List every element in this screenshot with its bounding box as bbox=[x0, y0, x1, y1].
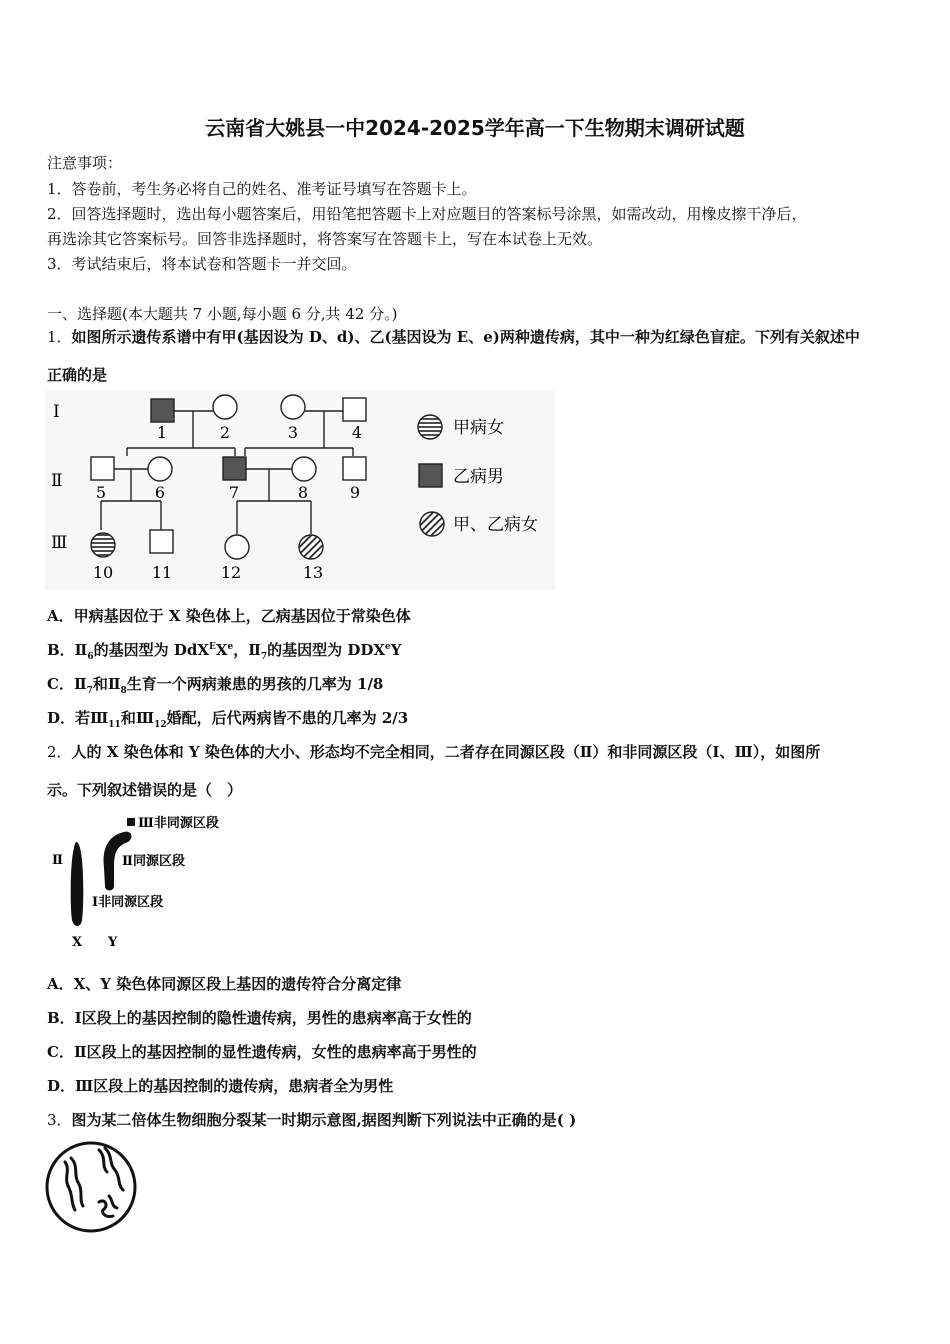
legend-symbol-both-female bbox=[420, 512, 444, 536]
individual-III11 bbox=[150, 530, 173, 553]
q3-stem-text: 图为某二倍体生物细胞分裂某一时期示意图,据图判断下列说法中正确的是( ) bbox=[71, 1111, 577, 1129]
region-2-label: Ⅱ同源区段 bbox=[122, 854, 185, 869]
label-10: 10 bbox=[92, 563, 114, 582]
legend-yi-male: 乙病男 bbox=[453, 467, 504, 487]
chromosome-6 bbox=[109, 1196, 117, 1208]
q1-option-a: A．甲病基因位于 X 染色体上，乙病基因位于常染色体 bbox=[47, 607, 411, 625]
q1-stem bbox=[47, 326, 860, 347]
section-heading: 一、选择题(本大题共 7 小题,每小题 6 分,共 42 分。) bbox=[47, 305, 398, 323]
gen-II: Ⅱ bbox=[51, 471, 63, 491]
cell-division-figure bbox=[43, 1140, 143, 1235]
gen-I: Ⅰ bbox=[53, 402, 60, 422]
q2-option-a: A．X、Y 染色体同源区段上基因的遗传符合分离定律 bbox=[47, 975, 402, 993]
legend-both-female: 甲、乙病女 bbox=[453, 515, 538, 535]
label-1: 1 bbox=[156, 423, 168, 442]
q1-option-b: B．$Ⅱ_6$的基因型为 DdX$^E$Xe，$Ⅱ_7$的基因型为 DDXeY bbox=[47, 641, 402, 662]
individual-II6 bbox=[148, 457, 172, 481]
notice-item-3: 3．考试结束后，将本试卷和答题卡一并交回。 bbox=[47, 255, 357, 273]
individual-II7 bbox=[223, 457, 246, 480]
q2-option-c: C．Ⅱ区段上的基因控制的显性遗传病，女性的患病率高于男性的 bbox=[47, 1043, 477, 1061]
individual-II9 bbox=[343, 457, 366, 480]
y-label: Y bbox=[108, 935, 118, 950]
individual-I1 bbox=[151, 399, 174, 422]
individual-III12 bbox=[225, 535, 249, 559]
label-8: 8 bbox=[297, 483, 309, 502]
label-4: 4 bbox=[351, 423, 363, 442]
x-chromosome bbox=[71, 842, 84, 926]
q3-number: 3． bbox=[47, 1111, 72, 1129]
q1-option-c: C．$Ⅱ_7$和$Ⅱ_8$生育一个两病兼患的男孩的几率为 1/8 bbox=[47, 675, 384, 696]
q2-stem-text: 人的 X 染色体和 Y 染色体的大小、形态均不完全相同，二者存在同源区段（Ⅱ）和非同源区段（Ⅰ、Ⅲ），如图所 bbox=[71, 743, 821, 761]
figure-side-label: Ⅱ bbox=[52, 853, 63, 868]
label-9: 9 bbox=[349, 483, 361, 502]
chromosome-3 bbox=[99, 1150, 107, 1172]
individual-I4 bbox=[343, 398, 366, 421]
chromosome-1 bbox=[65, 1162, 75, 1210]
q2-option-d: D．Ⅲ区段上的基因控制的遗传病，患病者全为男性 bbox=[47, 1077, 394, 1095]
q2-stem-cont: 示。下列叙述错误的是（ ） bbox=[47, 781, 243, 799]
x-label: X bbox=[72, 935, 83, 950]
label-12: 12 bbox=[220, 563, 242, 582]
legend-symbol-jia-female bbox=[418, 415, 442, 439]
label-13: 13 bbox=[302, 563, 324, 582]
q2-number: 2． bbox=[47, 743, 72, 761]
individual-I2 bbox=[213, 395, 237, 419]
legend-jia-female: 甲病女 bbox=[453, 418, 504, 438]
q2-stem bbox=[47, 741, 820, 762]
label-7: 7 bbox=[228, 483, 240, 502]
notice-item-2-cont: 再选涂其它答案标号。回答非选择题时，将答案写在答题卡上，写在本试卷上无效。 bbox=[47, 230, 603, 248]
label-6: 6 bbox=[154, 483, 166, 502]
individual-II5 bbox=[91, 457, 114, 480]
q2-option-b: B．Ⅰ区段上的基因控制的隐性遗传病，男性的患病率高于女性的 bbox=[47, 1009, 472, 1027]
notice-item-1: 1．答卷前，考生务必将自己的姓名、准考证号填写在答题卡上。 bbox=[47, 180, 477, 198]
q3-stem bbox=[47, 1109, 576, 1130]
region-3-label: Ⅲ非同源区段 bbox=[138, 816, 219, 831]
region-3-marker bbox=[127, 818, 135, 826]
notice-heading: 注意事项： bbox=[47, 154, 123, 172]
pedigree-figure bbox=[45, 390, 555, 590]
label-11: 11 bbox=[151, 563, 173, 582]
q1-stem-text: 如图所示遗传系谱中有甲(基因设为 D、d)、乙(基因设为 E、e)两种遗传病，其中一种为红绿色盲症。下列有关叙述中 bbox=[71, 328, 860, 346]
label-3: 3 bbox=[287, 423, 299, 442]
individual-III10 bbox=[91, 533, 115, 557]
gen-III: Ⅲ bbox=[51, 533, 68, 553]
label-2: 2 bbox=[219, 423, 231, 442]
individual-I3 bbox=[281, 395, 305, 419]
individual-III13 bbox=[299, 535, 323, 559]
label-5: 5 bbox=[95, 483, 107, 502]
q1-stem-cont: 正确的是 bbox=[47, 366, 108, 384]
q1-number: 1． bbox=[47, 328, 72, 346]
page-title: 云南省大姚县一中2024-2025学年高一下生物期末调研试题 bbox=[205, 116, 745, 140]
notice-item-2: 2．回答选择题时，选出每小题答案后，用铅笔把答题卡上对应题目的答案标号涂黑，如需改动，用橡皮擦干净后， bbox=[47, 205, 807, 223]
legend-symbol-yi-male bbox=[419, 464, 442, 487]
xy-chromosome-figure bbox=[48, 812, 248, 952]
individual-II8 bbox=[292, 457, 316, 481]
q1-option-d: D．若$Ⅲ_{11}$和$Ⅲ_{12}$婚配，后代两病皆不患的几率为 2/3 bbox=[47, 709, 409, 730]
region-1-label: Ⅰ非同源区段 bbox=[92, 895, 164, 910]
